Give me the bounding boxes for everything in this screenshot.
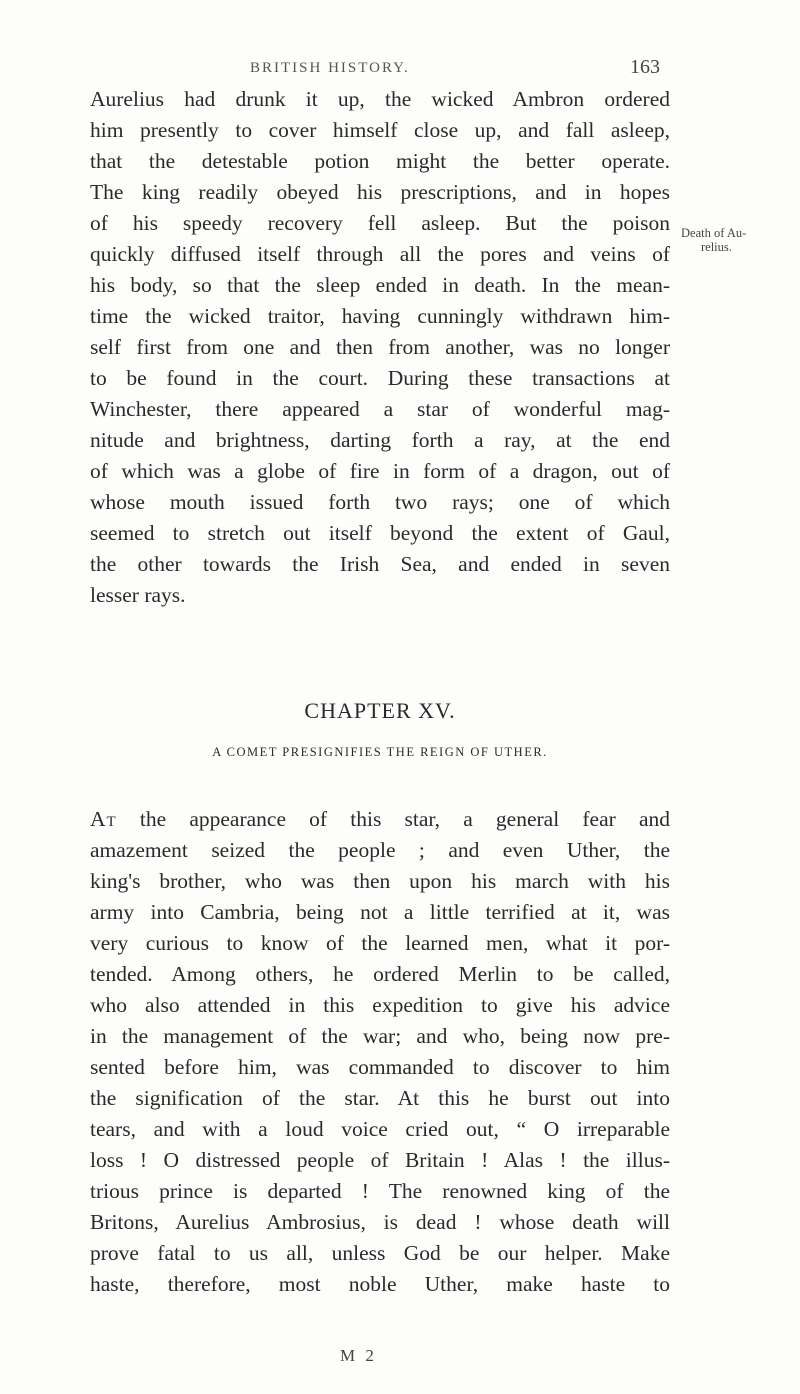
text-line: Winchester, there appeared a star of wonderful mag- (90, 397, 670, 421)
text-line: Aurelius had drunk it up, the wicked Ambron ordered (90, 87, 670, 111)
text-line: time the wicked traitor, having cunningly withdrawn him- (90, 304, 670, 328)
text-line: seemed to stretch out itself beyond the extent of Gaul, (90, 521, 670, 545)
text-line: king's brother, who was then upon his march with his (90, 869, 670, 893)
chapter-title: CHAPTER XV. (304, 698, 456, 723)
text-line: army into Cambria, being not a little terrified at it, was (90, 900, 670, 924)
running-title: BRITISH HISTORY. (250, 60, 410, 76)
text-line: who also attended in this expedition to give his advice (90, 993, 670, 1017)
text-line: that the detestable potion might the better operate. (90, 149, 670, 173)
first-word: At (90, 807, 117, 831)
text-line: tended. Among others, he ordered Merlin to be called, (90, 962, 670, 986)
text-line: amazement seized the people ; and even Uther, the (90, 838, 670, 862)
first-line-text: the appearance of this star, a general fear and (116, 807, 670, 831)
text-line: in the management of the war; and who, being now pre- (90, 1024, 670, 1048)
text-line: loss ! O distressed people of Britain ! Alas ! the illus- (90, 1148, 670, 1172)
text-line: the signification of the star. At this he burst out into (90, 1086, 670, 1110)
text-line: sented before him, was commanded to discover to him (90, 1055, 670, 1079)
text-line: of his speedy recovery fell asleep. But the poison (90, 211, 670, 235)
signature-mark: M 2 (340, 1346, 377, 1365)
text-line: his body, so that the sleep ended in death. In the mean- (90, 273, 670, 297)
text-line: lesser rays. (90, 583, 186, 607)
text-line: haste, therefore, most noble Uther, make haste to (90, 1272, 670, 1296)
text-line: prove fatal to us all, unless God be our helper. Make (90, 1241, 670, 1265)
paragraph-death-of-aurelius (90, 84, 670, 611)
text-line: trious prince is departed ! The renowned king of the (90, 1179, 670, 1203)
text-line: whose mouth issued forth two rays; one of which (90, 490, 670, 514)
text-line: self first from one and then from another, was no longer (90, 335, 670, 359)
margin-note-line: Death of Au- (681, 226, 747, 240)
margin-note (681, 226, 791, 254)
text-line: him presently to cover himself close up, and fall asleep, (90, 118, 670, 142)
text-line: quickly diffused itself through all the pores and veins of (90, 242, 670, 266)
text-line: tears, and with a loud voice cried out, “ O irreparable (90, 1117, 670, 1141)
text-line: very curious to know of the learned men, what it por- (90, 931, 670, 955)
text-line: nitude and brightness, darting forth a ray, at the end (90, 428, 670, 452)
text-line-first (90, 804, 670, 835)
margin-note-line: relius. (701, 240, 732, 254)
text-line: the other towards the Irish Sea, and ended in seven (90, 552, 670, 576)
text-line: The king readily obeyed his prescriptions, and in hopes (90, 180, 670, 204)
text-line: to be found in the court. During these transactions at (90, 366, 670, 390)
text-line: of which was a globe of fire in form of a dragon, out of (90, 459, 670, 483)
text-line: Britons, Aurelius Ambrosius, is dead ! whose death will (90, 1210, 670, 1234)
chapter-subtitle: A COMET PRESIGNIFIES THE REIGN OF UTHER. (212, 745, 548, 759)
paragraph-comet (90, 804, 670, 1300)
page-number: 163 (630, 56, 660, 78)
